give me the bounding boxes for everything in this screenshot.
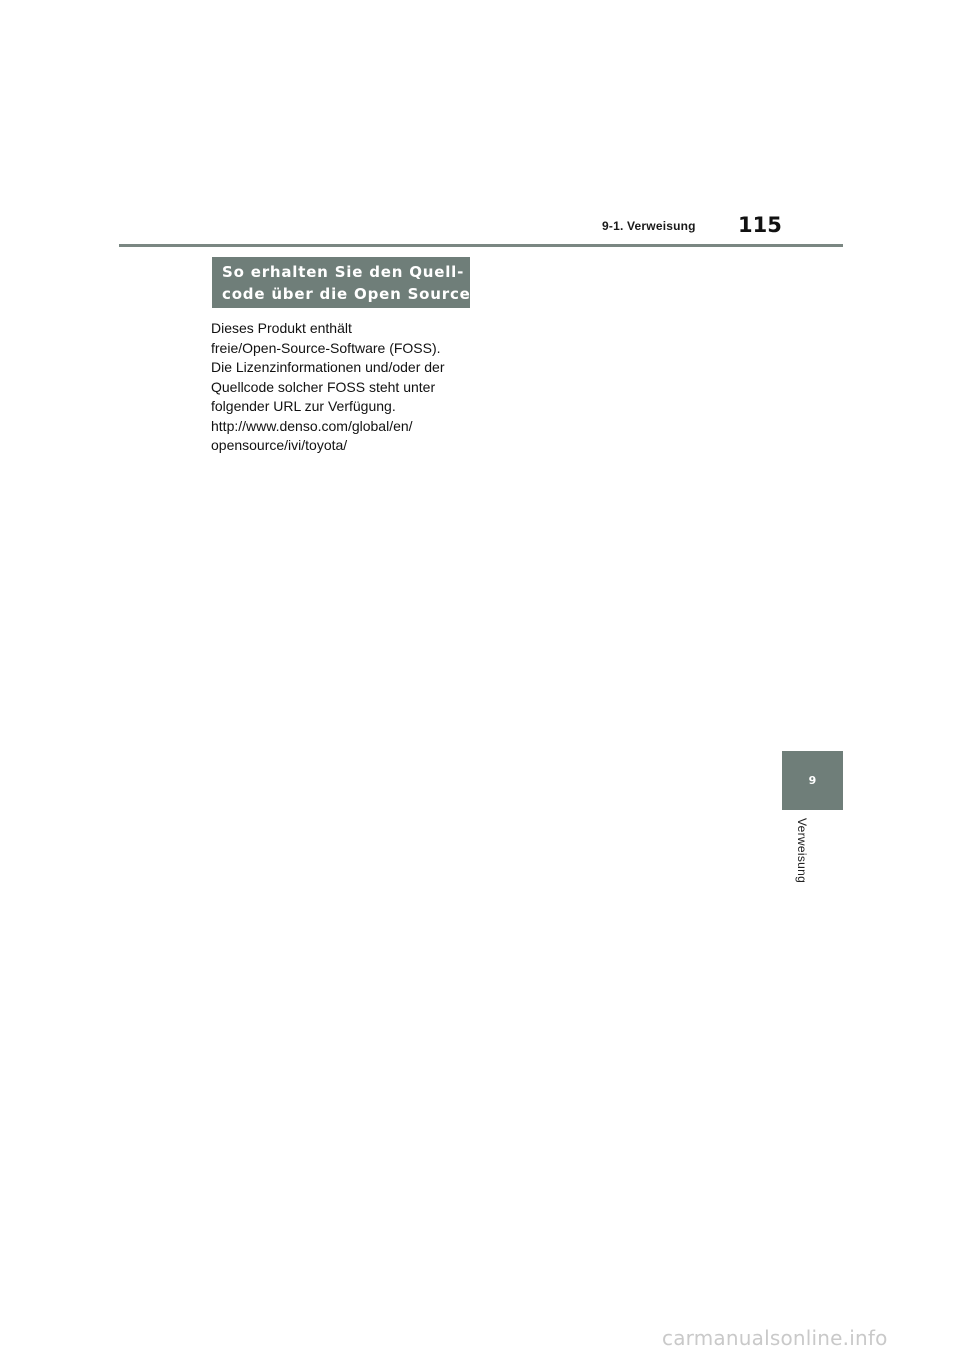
chapter-number: 9 <box>808 774 817 787</box>
body-line: folgender URL zur Verfügung. <box>211 398 396 414</box>
section-heading-box <box>212 257 470 308</box>
body-line: Die Lizenzinformationen und/oder der <box>211 359 445 375</box>
chapter-label: Verweisung <box>795 818 809 884</box>
page-number: 115 <box>738 213 782 237</box>
header-divider <box>119 244 843 247</box>
body-line: Quellcode solcher FOSS steht unter <box>211 378 436 395</box>
heading-line-1: So erhalten Sie den Quell- <box>222 263 465 281</box>
body-line: Dieses Produkt enthält <box>211 320 352 336</box>
section-title: 9-1. Verweisung <box>602 219 696 233</box>
watermark: carmanualsonline.info <box>662 1326 888 1350</box>
url-line: http://www.denso.com/global/en/ <box>211 417 413 434</box>
body-paragraph <box>211 319 481 456</box>
heading-line-2: code über die Open Source <box>222 285 471 303</box>
body-line: freie/Open-Source-Software (FOSS). <box>211 339 441 356</box>
chapter-tab <box>782 751 843 810</box>
url-line: opensource/ivi/toyota/ <box>211 437 348 453</box>
